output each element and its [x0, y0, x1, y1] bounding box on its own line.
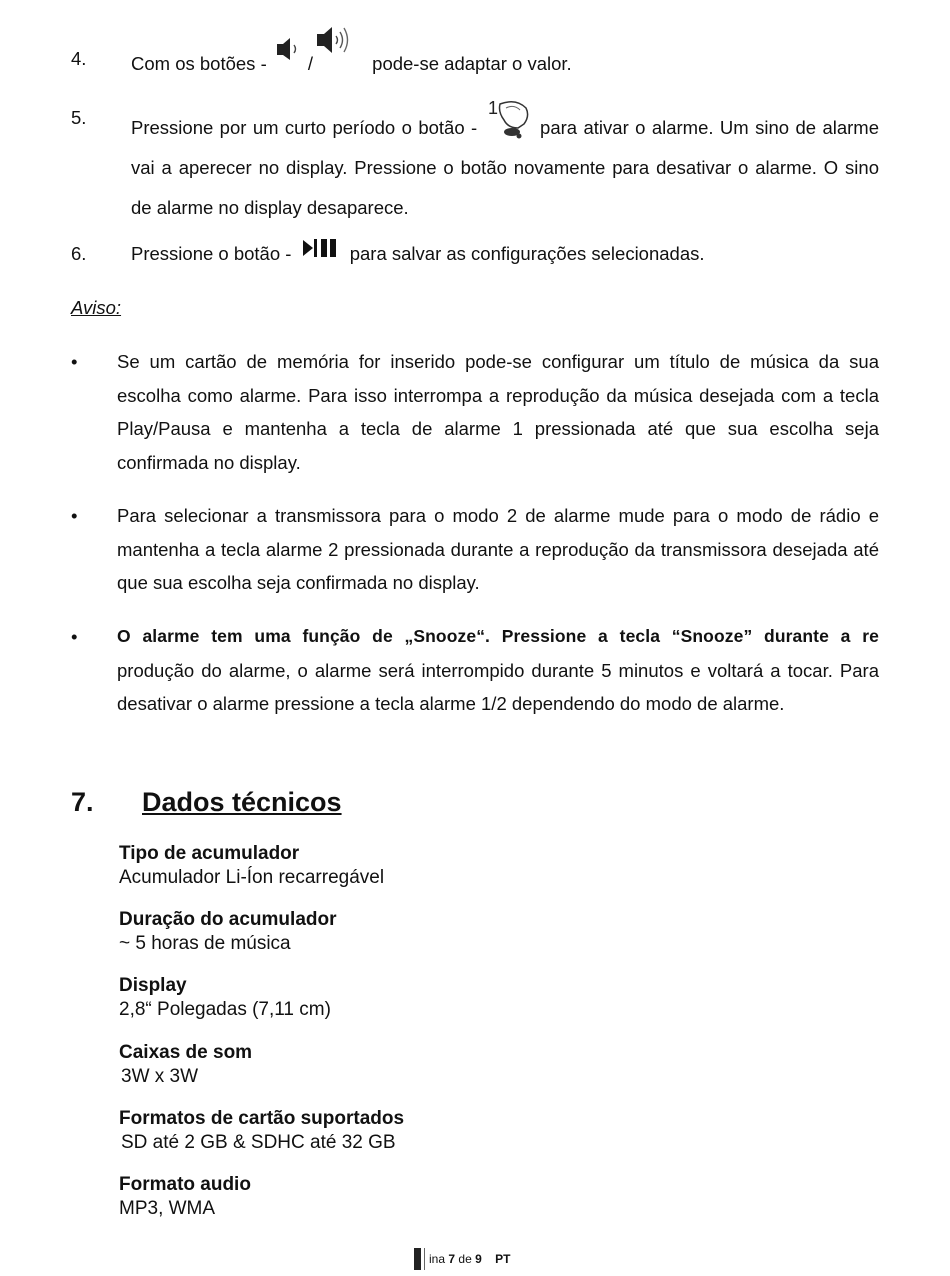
- spec-label: Display: [119, 975, 187, 996]
- step-5: [71, 98, 879, 218]
- bullet-text: [117, 620, 879, 721]
- bullet-dot: •: [71, 626, 78, 647]
- svg-text:1: 1: [487, 98, 498, 118]
- page-footer: [414, 1248, 510, 1270]
- step-number: 5.: [71, 107, 87, 128]
- section-title: Dados técnicos: [142, 787, 342, 817]
- spec-label: Duração do acumulador: [119, 909, 337, 930]
- bullet-text: Se um cartão de memória for inserido pode-se configurar um título de música da sua escolha como alarme. Para isso interrompa a reprodução da música desejada com a tecla Play/Pausa e mantenha a tecla de alarme 1 pressionada até que sua escolha seja confirmada no display.: [117, 351, 879, 473]
- spec-audio-format: [119, 1173, 251, 1221]
- spec-battery-duration: [119, 908, 337, 956]
- notice-bullet-2: [71, 499, 879, 600]
- spec-label: Tipo de acumulador: [119, 843, 300, 864]
- footer-page-total: 9: [475, 1252, 482, 1266]
- step-text-post: para ativar o alarme. Um sino de alarme vai a aperecer no display. Pressione o botão novamente para desativar o alarme. O sino de alarme no display desaparece.: [131, 117, 880, 218]
- volume-up-icon: [315, 24, 361, 56]
- spec-value: MP3, WMA: [119, 1198, 216, 1219]
- spec-label: Caixas de som: [119, 1042, 253, 1063]
- spec-label: Formatos de cartão suportados: [119, 1108, 405, 1129]
- bullet-plain-text: produção do alarme, o alarme será interrompido durante 5 minutos e voltará a tocar. Para desativar o alarme pressione a tecla alarme 1/2 dependendo do modo de alarme.: [117, 659, 879, 714]
- footer-divider: [424, 1248, 425, 1270]
- spec-value: ~ 5 horas de música: [119, 933, 291, 954]
- spec-label: Formato audio: [119, 1174, 251, 1195]
- footer-page-of: de: [458, 1252, 472, 1266]
- footer-bar: [414, 1248, 421, 1270]
- spec-speakers: [119, 1041, 252, 1089]
- step-text: [131, 243, 879, 265]
- step-text-pre: Pressione o botão -: [131, 243, 292, 264]
- step-text: [131, 48, 879, 76]
- bullet-dot: •: [71, 351, 78, 372]
- spec-value: 3W x 3W: [121, 1066, 199, 1087]
- step-text-pre: Pressione por um curto período o botão -: [131, 117, 478, 138]
- spec-battery-type: [119, 842, 384, 890]
- step-text: [131, 98, 879, 228]
- footer-page-number: 7: [448, 1252, 456, 1266]
- alarm-bell-icon: [486, 98, 532, 142]
- step-text-pre: Com os botões -: [131, 53, 267, 74]
- bullet-bold-text: O alarme tem uma função de „Snooze“. Pressione a tecla “Snooze” durante a re: [117, 626, 879, 646]
- step-text-post: pode-se adaptar o valor.: [372, 53, 572, 74]
- notice-heading: Aviso:: [71, 297, 122, 318]
- step-number: 6.: [71, 243, 87, 264]
- spec-value: 2,8“ Polegadas (7,11 cm): [119, 999, 331, 1020]
- spec-value: SD até 2 GB & SDHC até 32 GB: [121, 1132, 396, 1153]
- step-number: 4.: [71, 48, 87, 69]
- bullet-dot: •: [71, 505, 78, 526]
- step-4: [71, 48, 879, 78]
- spec-value: Acumulador Li-Íon recarregável: [119, 867, 385, 888]
- step-6: [71, 238, 879, 268]
- spec-card-formats: [119, 1107, 404, 1155]
- notice-bullet-1: [71, 345, 879, 479]
- notice-bullet-3: [71, 620, 879, 754]
- footer-page-prefix: ina: [429, 1252, 446, 1266]
- play-pause-icon: [301, 237, 341, 259]
- footer-language: PT: [495, 1252, 511, 1266]
- bullet-text: Para selecionar a transmissora para o modo 2 de alarme mude para o modo de rádio e mantenha a tecla alarme 2 pressionada durante a reprodução da transmissora desejada até que sua escolha seja confirmada no display.: [117, 505, 879, 593]
- step-text-post: para salvar as configurações selecionadas.: [349, 243, 705, 264]
- step-separator: /: [307, 53, 314, 74]
- spec-display: [119, 974, 331, 1022]
- volume-down-icon: [276, 36, 306, 62]
- section-number: 7.: [71, 787, 94, 817]
